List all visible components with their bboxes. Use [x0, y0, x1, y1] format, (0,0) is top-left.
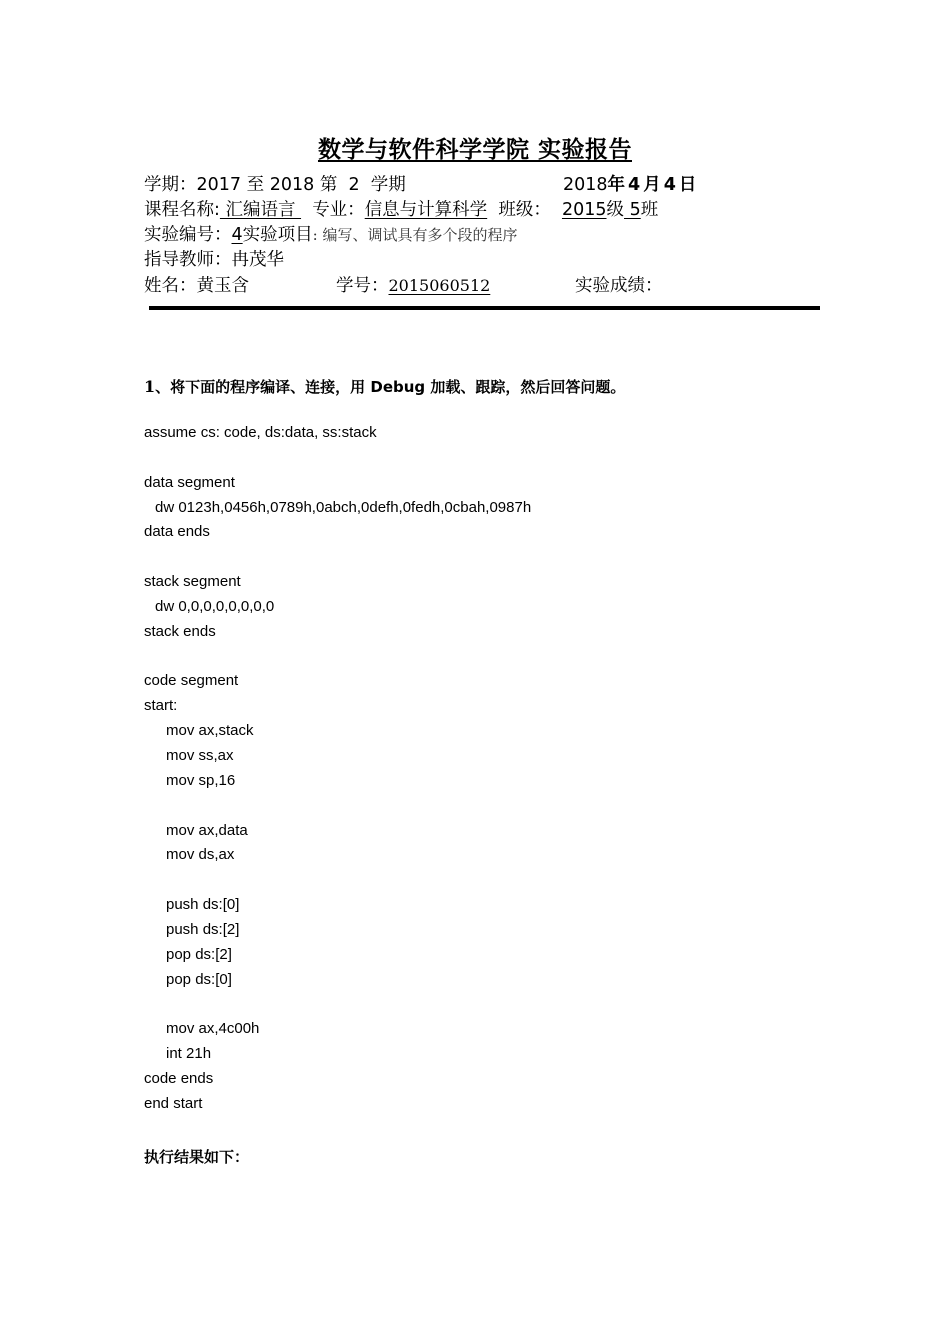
student-name: 黄玉含 — [196, 276, 249, 296]
result-heading: 执行结果如下： — [144, 1148, 250, 1166]
code-line: start: — [144, 697, 178, 715]
term-to: 2018 — [269, 175, 315, 195]
student-name-label: 姓名： — [144, 276, 197, 296]
code-line: pop ds:[0] — [166, 970, 232, 988]
code-line: code ends — [144, 1069, 214, 1087]
code-listing — [144, 421, 531, 1117]
grade-label: 实验成绩： — [575, 276, 663, 296]
grade-group — [575, 274, 663, 298]
report-date — [563, 173, 696, 197]
experiment-line — [144, 223, 517, 247]
code-line: pop ds:[2] — [166, 945, 232, 963]
code-line: mov ss,ax — [166, 746, 234, 764]
term-line — [144, 173, 406, 197]
term-number: 2 — [348, 175, 360, 195]
term-from: 2017 — [196, 175, 242, 195]
code-line — [144, 868, 531, 893]
question-text: 、将下面的程序编译、连接，用 Debug 加载、跟踪，然后回答问题。 — [155, 378, 626, 396]
class-year: 2015 — [561, 200, 607, 220]
date-month: 4 — [628, 175, 641, 195]
code-line: stack segment — [144, 573, 241, 591]
experiment-number-label: 实验编号： — [144, 225, 232, 245]
question-number: 1 — [144, 377, 156, 396]
student-id-group — [336, 274, 490, 298]
code-line: dw 0123h,0456h,0789h,0abch,0defh,0fedh,0cbah,0987h — [155, 498, 532, 516]
class-label: 班级： — [498, 200, 551, 220]
code-line: mov ax,data — [166, 821, 248, 839]
course-value: 汇编语言 — [219, 200, 302, 220]
student-id: 2015060512 — [388, 276, 491, 295]
date-year-word: 年 — [607, 175, 626, 195]
term-to-word: 至 — [246, 175, 265, 195]
experiment-number: 4 — [231, 225, 243, 245]
code-line: mov sp,16 — [166, 771, 236, 789]
date-year: 2018 — [563, 175, 608, 195]
class-level-word: 级 — [606, 200, 625, 220]
course-line — [144, 198, 658, 222]
major-label: 专业： — [312, 200, 365, 220]
class-word: 班 — [640, 200, 659, 220]
question-1 — [144, 376, 625, 397]
code-line — [144, 446, 531, 471]
date-day: 4 — [663, 175, 676, 195]
teacher-line — [144, 248, 284, 272]
code-line: push ds:[0] — [166, 896, 240, 914]
code-line: assume cs: code, ds:data, ss:stack — [144, 424, 377, 441]
code-line: code segment — [144, 672, 239, 690]
date-day-word: 日 — [678, 175, 697, 195]
term-label: 学期： — [144, 175, 197, 195]
major-value: 信息与计算科学 — [364, 200, 488, 220]
header-divider — [149, 306, 820, 310]
report-title: 数学与软件科学学院 实验报告 — [317, 137, 632, 163]
experiment-item-value: : 编写、调试具有多个段的程序 — [312, 226, 518, 244]
experiment-item-label: 实验项目 — [242, 225, 313, 245]
code-line: end start — [144, 1094, 203, 1112]
course-label: 课程名称: — [144, 200, 220, 220]
class-number: 5 — [624, 200, 641, 220]
code-line — [144, 794, 531, 819]
code-line: data ends — [144, 523, 210, 541]
code-line: push ds:[2] — [166, 920, 240, 938]
code-line — [144, 992, 531, 1017]
teacher-name: 冉茂华 — [231, 250, 284, 270]
term-order-word: 第 — [319, 175, 338, 195]
date-month-word: 月 — [643, 175, 661, 195]
student-line — [144, 274, 249, 298]
code-line: mov ax,4c00h — [166, 1020, 260, 1038]
student-id-label: 学号： — [336, 276, 389, 296]
code-line: dw 0,0,0,0,0,0,0,0 — [155, 597, 275, 615]
code-line: mov ds,ax — [166, 846, 235, 864]
code-line: data segment — [144, 473, 235, 491]
code-line — [144, 645, 531, 670]
code-line: mov ax,stack — [166, 722, 254, 740]
code-line — [144, 545, 531, 570]
code-line: stack ends — [144, 622, 216, 640]
code-line: int 21h — [166, 1045, 212, 1063]
teacher-label: 指导教师： — [144, 250, 232, 270]
term-word: 学期 — [370, 175, 406, 195]
